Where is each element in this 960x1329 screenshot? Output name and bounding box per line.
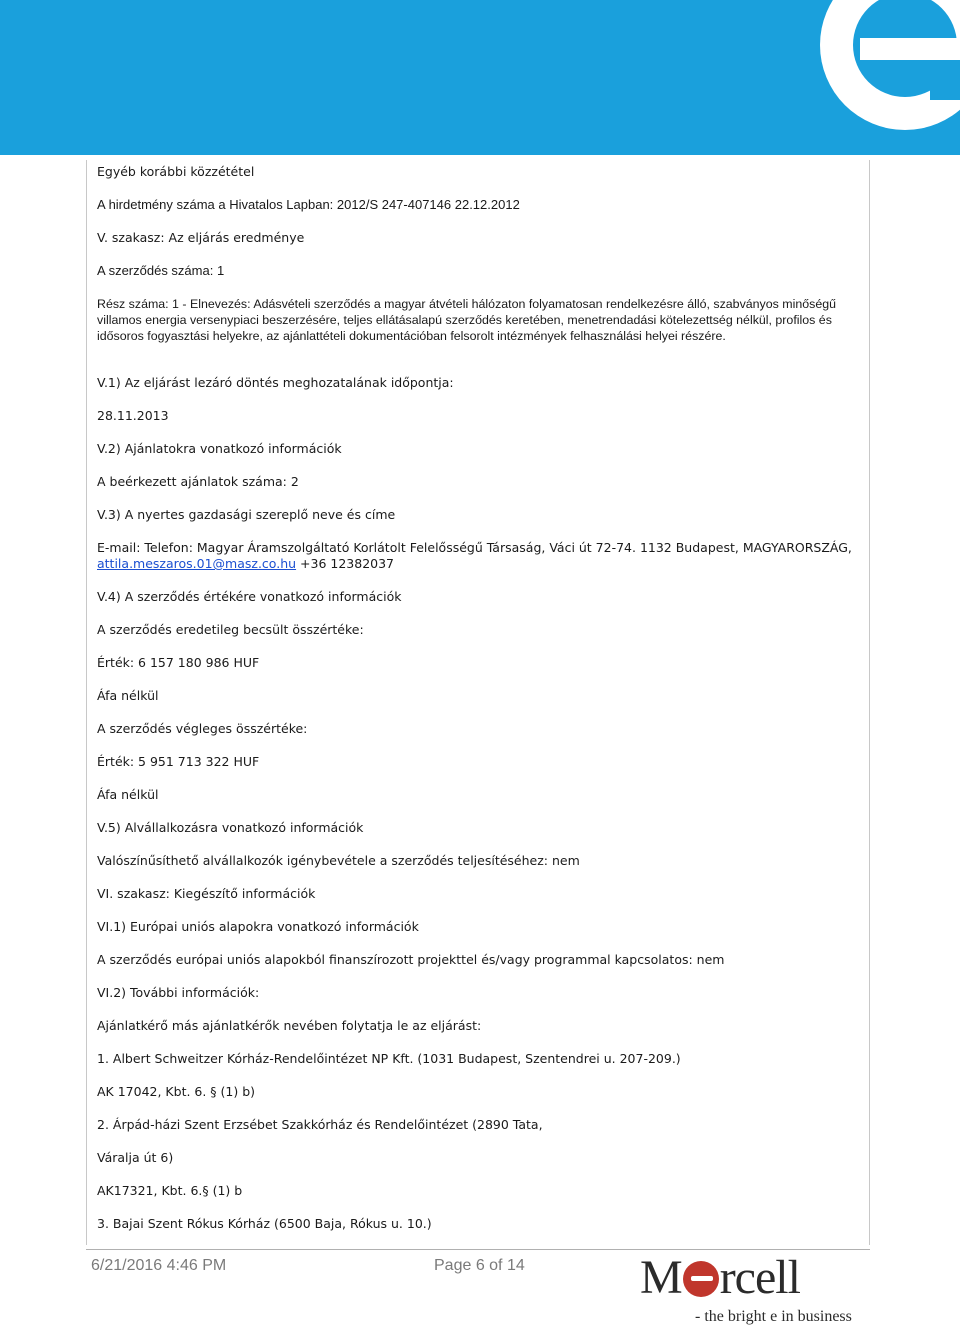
decision-date: 28.11.2013 [97,408,169,423]
eu-funds-info: A szerződés európai uniós alapokból finanszírozott projekttel és/vagy programmal kapcsolatos: nem [97,952,725,967]
estimated-vat-note: Áfa nélkül [97,688,159,703]
notice-reference: A hirdetmény száma a Hivatalos Lapban: 2012/S 247-407146 22.12.2012 [97,197,520,212]
section-vi-heading: VI. szakasz: Kiegészítő információk [97,886,316,901]
notice-type: Egyéb korábbi közzététel [97,164,255,179]
joint-procurement-note: Ajánlatkérő más ajánlatkérők nevében folytatja le az eljárást: [97,1018,482,1033]
institution-1-id: AK 17042, Kbt. 6. § (1) b) [97,1084,256,1099]
footer-date: 6/21/2016 4:46 PM [91,1257,227,1274]
institution-2-id: AK17321, Kbt. 6.§ (1) b [97,1183,243,1198]
winner-email-link[interactable]: attila.meszaros.01@masz.co.hu [97,556,297,571]
footer-page-number: Page 6 of 14 [434,1257,525,1274]
section-vi2-heading: VI.2) További információk: [97,985,260,1000]
contract-number: A szerződés száma: 1 [97,263,225,278]
institution-2-address: Váralja út 6) [97,1150,174,1165]
header-band [0,0,960,155]
section-v1-heading: V.1) Az eljárást lezáró döntés meghozatalának időpontja: [97,375,454,390]
subcontractor-info: Valószínűsíthető alvállalkozók igénybevétele a szerződés teljesítéséhez: nem [97,853,580,868]
winner-details: E-mail: Telefon: Magyar Áramszolgáltató Korlátolt Felelősségű Társaság, Váci út 72-74. 1132 Budapest, MAGYARORSZÁG, [97,540,852,555]
logo-wordmark: M rcell [640,1251,800,1304]
logo-e-icon [683,1261,719,1297]
footer-divider [86,1249,870,1250]
logo-tagline: - the bright e in business [695,1308,852,1325]
section-v-heading: V. szakasz: Az eljárás eredménye [97,230,305,245]
final-value: Érték: 5 951 713 322 HUF [97,754,260,769]
estimated-value-label: A szerződés eredetileg becsült összértéke: [97,622,364,637]
offers-received: A beérkezett ajánlatok száma: 2 [97,474,299,489]
section-v3-heading: V.3) A nyertes gazdasági szereplő neve és címe [97,507,396,522]
company-logo [640,1252,870,1329]
institution-3: 3. Bajai Szent Rókus Kórház (6500 Baja, Rókus u. 10.) [97,1216,432,1231]
final-vat-note: Áfa nélkül [97,787,159,802]
section-v2-heading: V.2) Ajánlatokra vonatkozó információk [97,441,342,456]
institution-2: 2. Árpád-házi Szent Erzsébet Szakkórház és Rendelőintézet (2890 Tata, [97,1117,543,1132]
section-vi1-heading: VI.1) Európai uniós alapokra vonatkozó információk [97,919,419,934]
final-value-label: A szerződés végleges összértéke: [97,721,308,736]
winner-contact [97,556,857,572]
section-v5-heading: V.5) Alvállalkozásra vonatkozó információk [97,820,364,835]
estimated-value: Érték: 6 157 180 986 HUF [97,655,260,670]
brand-e-icon [0,0,960,155]
section-v4-heading: V.4) A szerződés értékére vonatkozó információk [97,589,402,604]
lot-description: Rész száma: 1 - Elnevezés: Adásvételi szerződés a magyar átvételi hálózaton folyamatosan rendelkezésre álló, szabványos minőségű villamos energia versenypiaci beszerzésére, teljes ellátásalapú szerződés keretében, menetrendadási kötelezettség nélkül, profilos és idősoros fogyasztási helyekre, az ajánlattételi dokumentációban felsorolt intézmények felhasználási helyei részére. [97,297,837,343]
institution-1: 1. Albert Schweitzer Kórház-Rendelőintézet NP Kft. (1031 Budapest, Szentendrei u. 207-209.) [97,1051,681,1066]
winner-phone: +36 12382037 [296,556,395,571]
